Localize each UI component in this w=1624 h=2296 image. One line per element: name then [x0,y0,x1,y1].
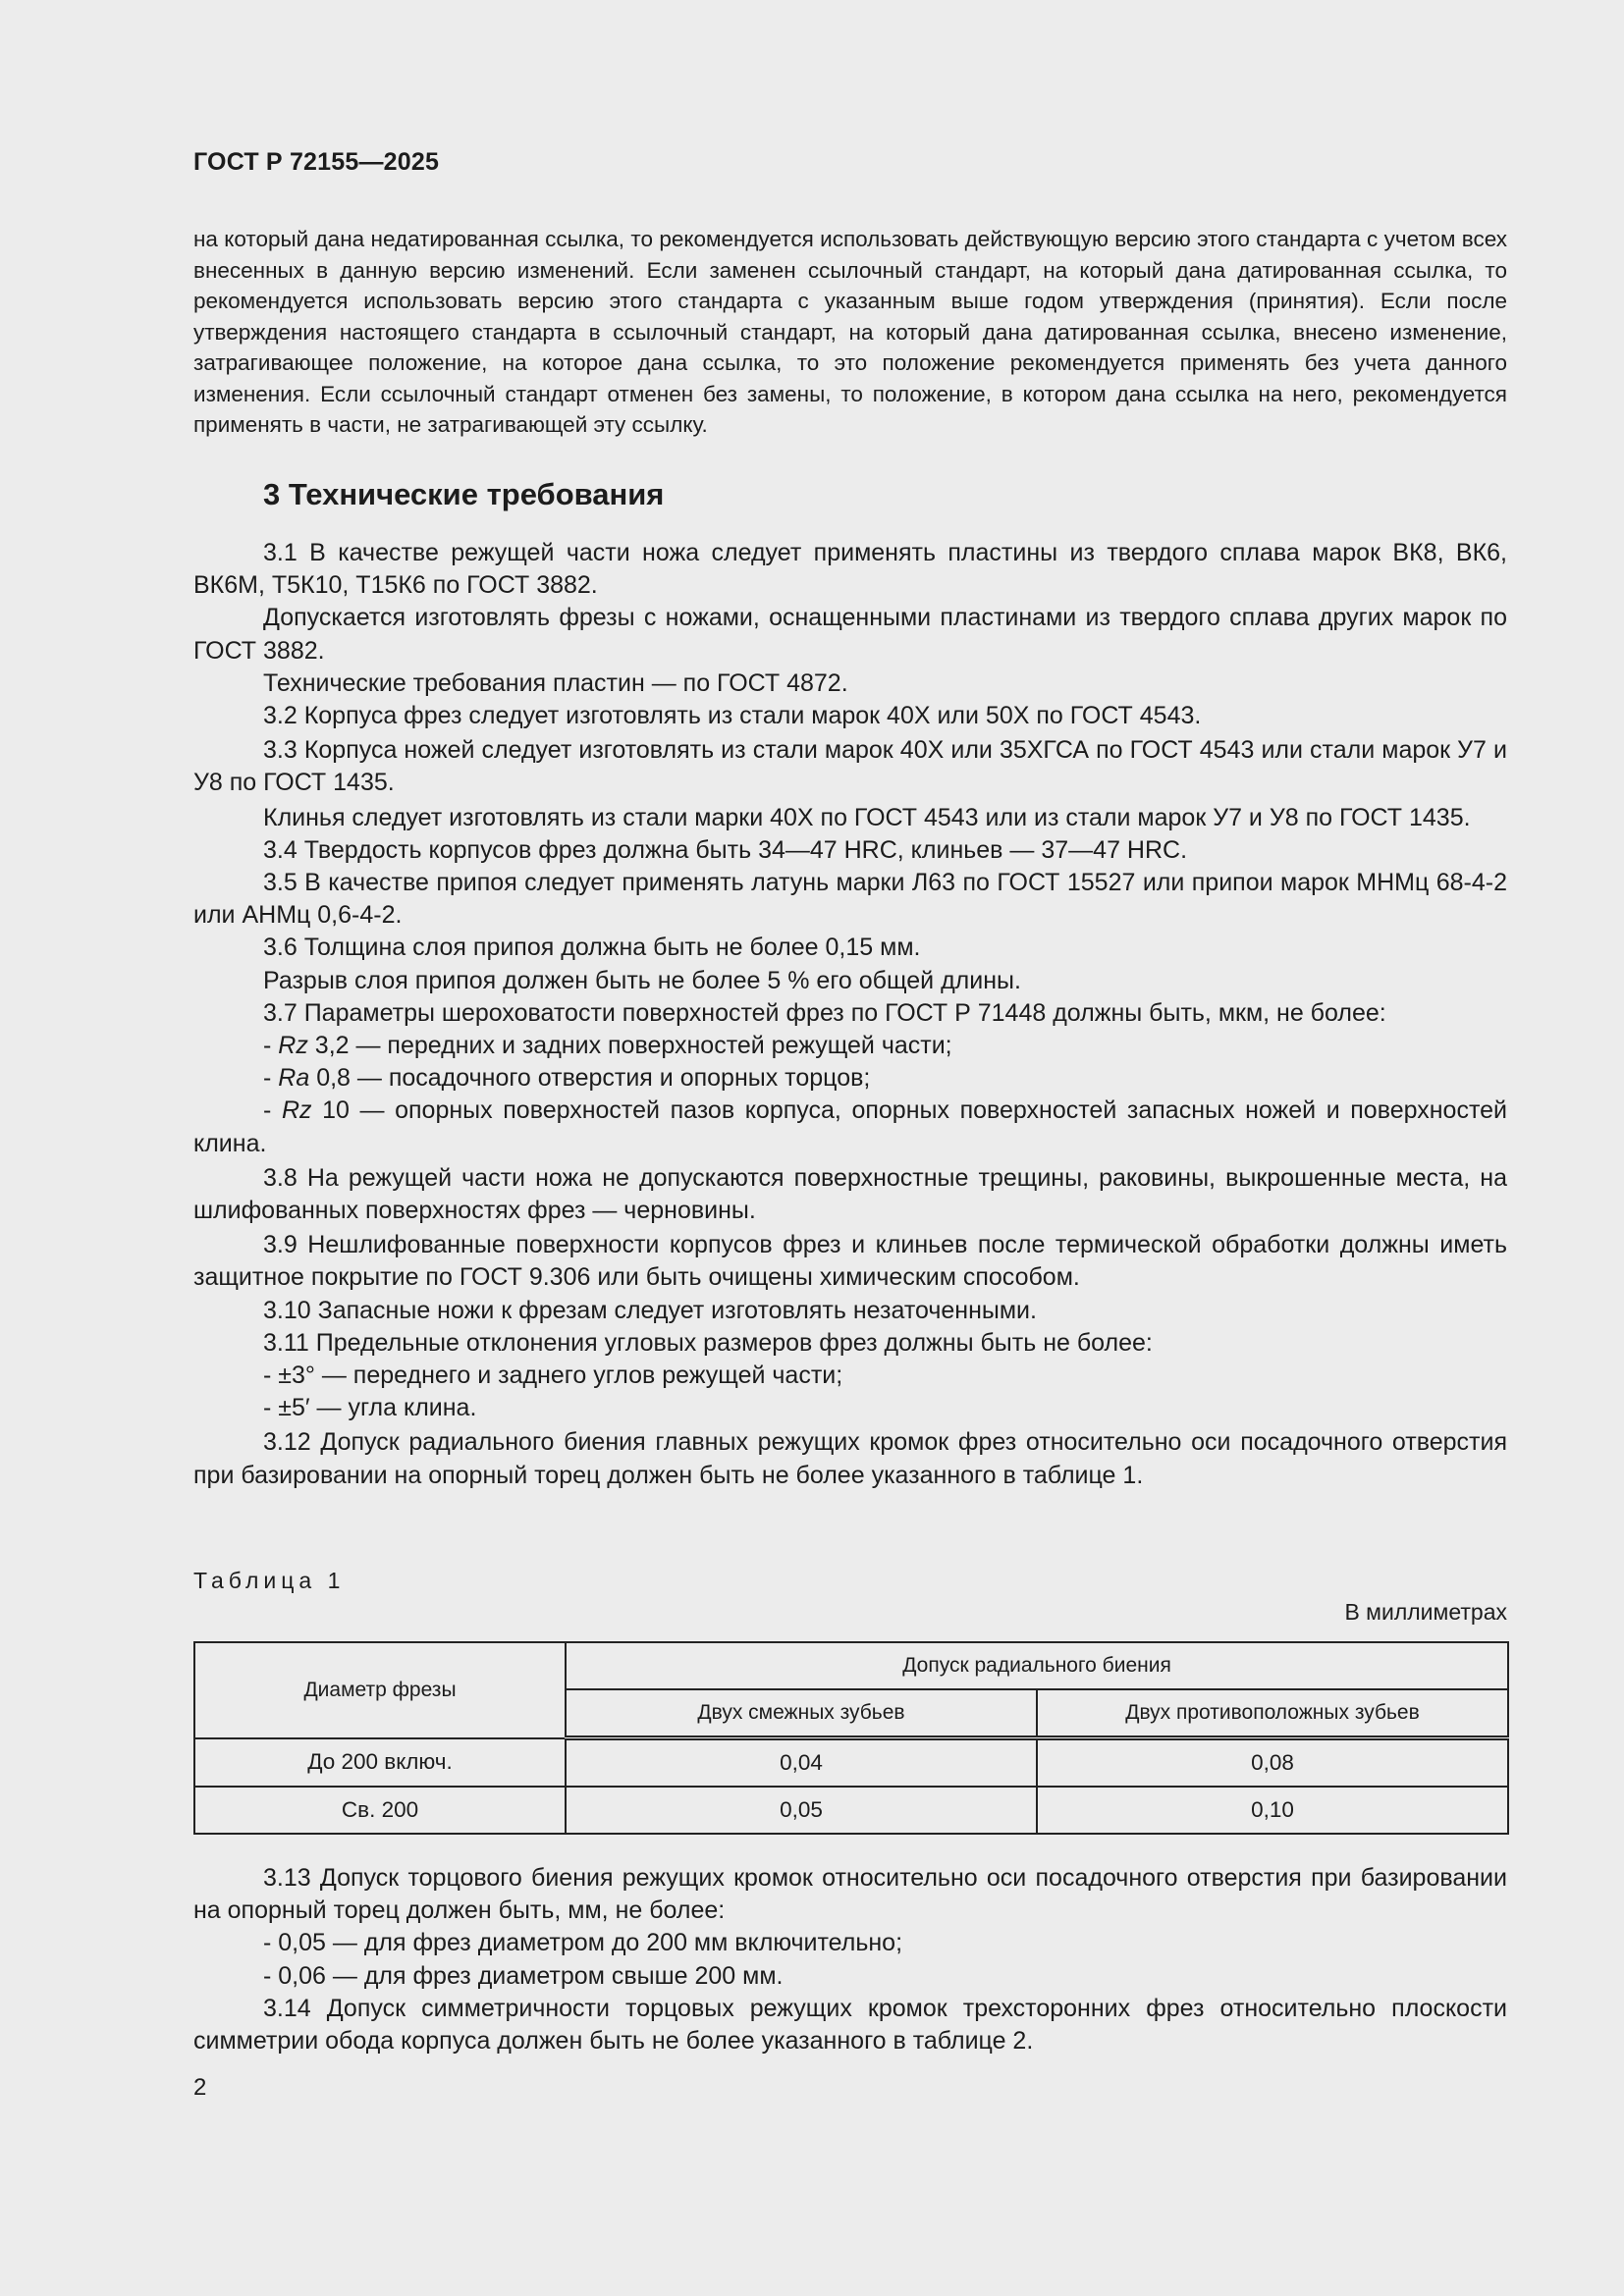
clause-3-12: 3.12 Допуск радиального биения главных режущих кромок фрез относительно оси посадочного отверстия при базировании на опорный торец должен быть не более указанного в таблице 1. [193,1428,1507,1489]
list-item-angle-3deg: - ±3° — переднего и заднего углов режущей части; [263,1362,843,1390]
document-header-code: ГОСТ Р 72155—2025 [193,148,440,176]
clause-3-3-wedges: Клинья следует изготовлять из стали марки 40Х по ГОСТ 4543 или из стали марок У7 и У8 по ГОСТ 1435. [263,803,1471,831]
intro-paragraph: на который дана недатированная ссылка, то рекомендуется использовать действующую версию этого стандарта с учетом всех внесенных в данную версию изменений. Если заменен ссылочный стандарт, на который дана датированная ссылка, то рекомендуется использовать версию этого стандарта с указанным выше годом утверждения (принятия). Если после утверждения настоящего стандарта в ссылочный стандарт, на который дана датированная ссылка, внесено изменение, затрагивающее положение, на которое дана ссылка, то это положение рекомендуется применять без учета данного изменения. Если ссылочный стандарт отменен без замены, то положение, в котором дана ссылка на него, рекомендуется применять в части, не затрагивающей эту ссылку. [193,227,1507,437]
clause-3-7: 3.7 Параметры шероховатости поверхностей фрез по ГОСТ Р 71448 должны быть, мкм, не более: [263,998,1386,1027]
table-row [194,1738,1508,1788]
page-number: 2 [193,2074,207,2101]
table-cell-diameter: До 200 включ. [194,1738,566,1788]
table-cell-opposite: 0,08 [1037,1738,1508,1788]
clause-3-2: 3.2 Корпуса фрез следует изготовлять из стали марок 40Х или 50Х по ГОСТ 4543. [263,702,1202,730]
clause-3-6-gap: Разрыв слоя припоя должен быть не более 5 % его общей длины. [263,966,1021,994]
table-cell-opposite: 0,10 [1037,1787,1508,1834]
clause-3-5: 3.5 В качестве припоя следует применять латунь марки Л63 по ГОСТ 15527 или припои марок МНМц 68-4-2 или АНМц 0,6-4-2. [193,869,1507,930]
clause-3-4: 3.4 Твердость корпусов фрез должна быть 34—47 HRC, клиньев — 37—47 HRC. [263,835,1188,864]
table-cell-diameter: Св. 200 [194,1787,566,1834]
clause-3-1: 3.1 В качестве режущей части ножа следует применять пластины из твердого сплава марок ВК8, ВК6, ВК6М, Т5К10, Т15К6 по ГОСТ 3882. [193,539,1507,600]
table-header-opposite-teeth: Двух противоположных зубьев [1037,1689,1508,1738]
table-header-adjacent-teeth: Двух смежных зубьев [566,1689,1037,1738]
clause-3-11: 3.11 Предельные отклонения угловых размеров фрез должны быть не более: [263,1328,1153,1357]
table-1-units: В миллиметрах [1344,1599,1507,1625]
clause-3-13: 3.13 Допуск торцового биения режущих кромок относительно оси посадочного отверстия при базировании на опорный торец должен быть, мм, не более: [193,1864,1507,1925]
list-item-rz-10: - Rz 10 — опорных поверхностей пазов корпуса, опорных поверхностей запасных ножей и поверхностей клина. [193,1096,1507,1157]
section-title: 3 Технические требования [263,477,665,511]
list-item-runout-0-05: - 0,05 — для фрез диаметром до 200 мм включительно; [263,1929,903,1957]
clause-3-10: 3.10 Запасные ножи к фрезам следует изготовлять незаточенными. [263,1296,1037,1324]
table-header-radial-runout: Допуск радиального биения [566,1642,1508,1689]
table-1-caption: Таблица 1 [193,1568,346,1593]
clause-3-9: 3.9 Нешлифованные поверхности корпусов фрез и клиньев после термической обработки должны иметь защитное покрытие по ГОСТ 9.306 или быть очищены химическим способом. [193,1231,1507,1292]
clause-3-8: 3.8 На режущей части ножа не допускаются поверхностные трещины, раковины, выкрошенные места, на шлифованных поверхностях фрез — черновины. [193,1163,1507,1225]
post-table-body [193,1862,1507,2057]
table-row [194,1787,1508,1834]
list-item-angle-5min: - ±5′ — угла клина. [263,1394,477,1422]
clause-3-1-requirements: Технические требования пластин — по ГОСТ 4872. [263,668,848,697]
table-header-diameter: Диаметр фрезы [194,1642,566,1738]
clause-3-6: 3.6 Толщина слоя припоя должна быть не более 0,15 мм. [263,934,921,962]
clause-3-1-note: Допускается изготовлять фрезы с ножами, оснащенными пластинами из твердого сплава других марок по ГОСТ 3882. [193,604,1507,665]
list-item-ra-0-8: - Ra 0,8 — посадочного отверстия и опорных торцов; [263,1064,871,1093]
clause-3-3: 3.3 Корпуса ножей следует изготовлять из стали марок 40Х или 35ХГСА по ГОСТ 4543 или стали марок У7 и У8 по ГОСТ 1435. [193,736,1507,797]
table-cell-adjacent: 0,04 [566,1738,1037,1788]
table-cell-adjacent: 0,05 [566,1787,1037,1834]
list-item-runout-0-06: - 0,06 — для фрез диаметром свыше 200 мм. [263,1961,784,1990]
clause-3-14: 3.14 Допуск симметричности торцовых режущих кромок трехсторонних фрез относительно плоскости симметрии обода корпуса должен быть не более указанного в таблице 2. [193,1994,1507,2056]
section-body [193,537,1507,1492]
table-1 [193,1641,1509,1835]
list-item-rz-3-2: - Rz 3,2 — передних и задних поверхностей режущей части; [263,1032,952,1060]
